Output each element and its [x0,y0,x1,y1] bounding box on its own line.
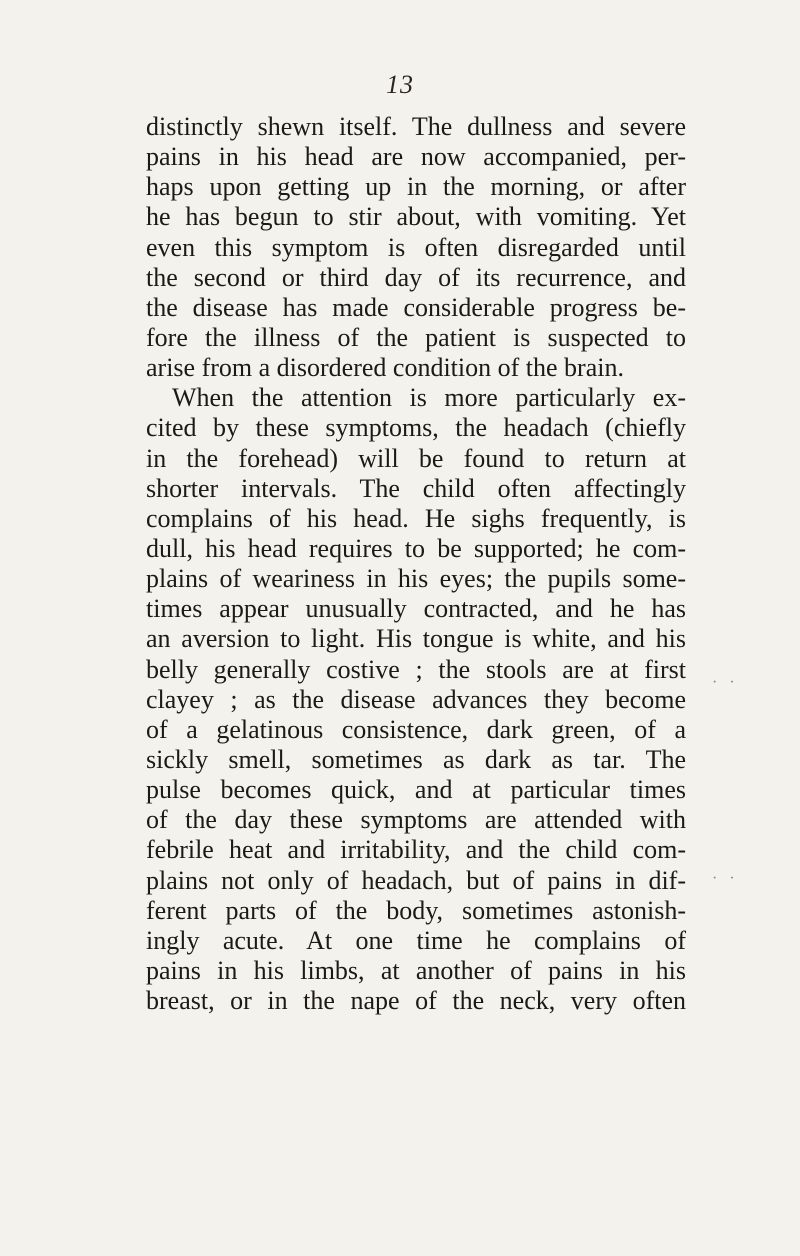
margin-speck: · · [712,674,735,691]
text-line: an aversion to light. His tongue is white, and his [146,624,686,654]
text-line: even this symptom is often disregarded until [146,232,686,262]
text-line: cited by these symptoms, the headach (chiefly [146,413,686,443]
margin-speck: · · [712,870,735,887]
text-line: distinctly shewn itself. The dullness and severe [146,112,686,141]
text-line: fore the illness of the patient is suspected to [146,322,686,352]
text-line: in the forehead) will be found to return at [146,443,686,473]
text-line: pains in his head are now accompanied, per- [146,142,686,172]
text-line: ingly acute. At one time he complains of [146,925,686,955]
text-line: pains in his limbs, at another of pains in his [146,955,686,985]
text-line: ferent parts of the body, sometimes astonish- [146,895,686,925]
text-line: of a gelatinous consistence, dark green, of a [146,714,686,744]
text-line: shorter intervals. The child often affectingly [146,473,686,503]
text-line: clayey ; as the disease advances they become [146,684,686,714]
text-line: pulse becomes quick, and at particular times [146,775,686,805]
text-line: sickly smell, sometimes as dark as tar. The [146,744,686,774]
text-line: he has begun to stir about, with vomiting. Yet [146,202,686,232]
text-line: the disease has made considerable progress be- [146,292,686,322]
text-line: febrile heat and irritability, and the child com- [146,835,686,865]
text-line: times appear unusually contracted, and he has [146,594,686,624]
text-line: haps upon getting up in the morning, or after [146,172,686,202]
text-line: complains of his head. He sighs frequently, is [146,503,686,533]
text-line: of the day these symptoms are attended with [146,805,686,835]
body-text [146,112,686,1016]
text-line: breast, or in the nape of the neck, very often [146,986,686,1016]
page-number: 13 [386,70,414,99]
text-line: the second or third day of its recurrence, and [146,262,686,292]
text-line: belly generally costive ; the stools are at first [146,654,686,684]
text-line: plains of weariness in his eyes; the pupils some- [146,564,686,594]
text-line: arise from a disordered condition of the brain. [146,353,624,383]
text-line: dull, his head requires to be supported; he com- [146,533,686,563]
paragraph-first-line: When the attention is more particularly ex- [172,383,686,413]
text-line: plains not only of headach, but of pains in dif- [146,865,686,895]
